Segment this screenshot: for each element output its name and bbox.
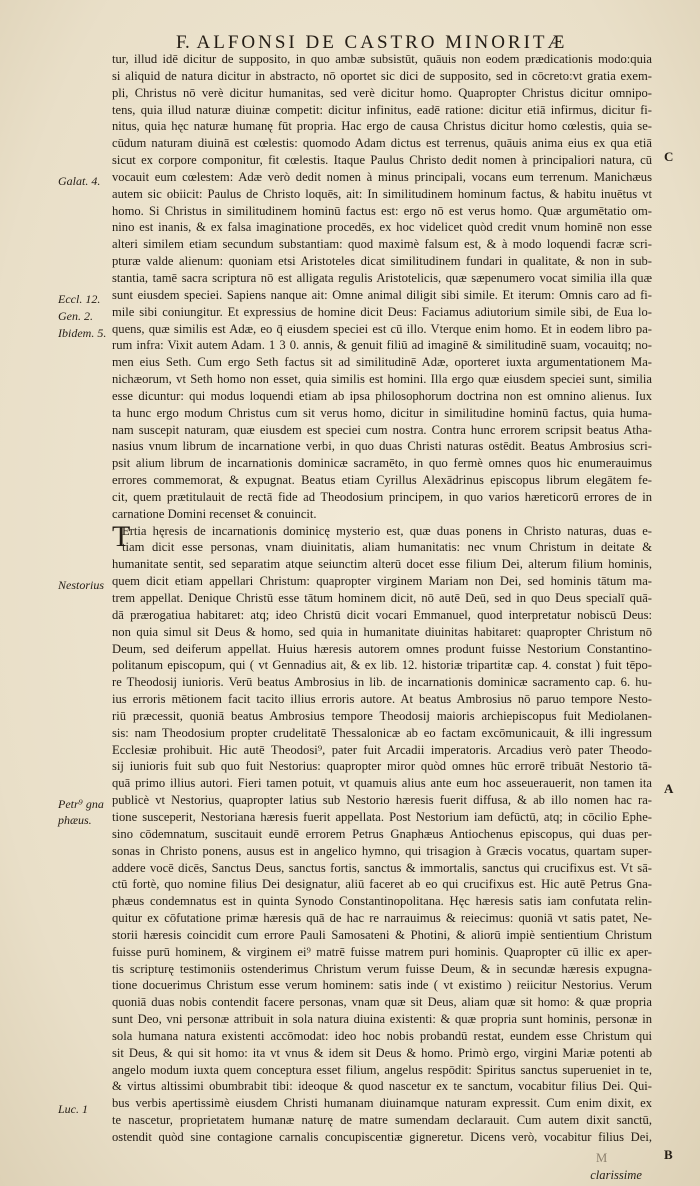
- text-line: carnatione Domini recenset & conuincit.: [112, 506, 317, 521]
- text-line: sola humana natura existenti accōmodat: ideo hoc nobis probandū restat, eundem esse Christum qui: [112, 1028, 652, 1043]
- text-line: bus verbis apertissimè eiusdem Christi humanam diuinamque naturam expressit. Cum enim dixit, ex: [112, 1096, 652, 1111]
- signature-mark: M: [596, 1151, 608, 1165]
- text-line: ctū fortè, quo nomine filius Dei designatur, aliū faceret ab eo qui crucifixus est. Hic autē Petrus Gna-: [112, 877, 652, 892]
- text-line: vocauit eum cœlestem: Adæ verò dedit nomen à minus principali, vocans eum terrenum. Manichæus: [112, 169, 652, 184]
- text-line: nino est inanis, & ex falsa imaginatione procedēs, ex hoc videlicet quòd credit vnum hominē non esse: [112, 220, 652, 235]
- text-line: nasius vnum librum de incarnatione verbi, in quo duas Christi naturas ostēdit. Beatus Ambrosius scri-: [112, 439, 652, 454]
- text-line: rum infra: Vixit autem Adam. 1 3 0. annis, & genuit filiū ad imaginē & similitudinē suam, vocauitq; no-: [112, 338, 652, 353]
- margin-note-petrus-1: Petr⁹ gna: [58, 797, 104, 811]
- text-line: angelo modum iuxta quem conceptura esset filium, angelus respōdit: Spiritus sanctus superueniet in te,: [112, 1062, 652, 1077]
- drop-capital: T: [112, 519, 131, 553]
- margin-note-ibidem: Ibidem. 5.: [58, 326, 107, 340]
- text-line: psit alium librum de incarnationis dominicæ sacramēto, in quo fermè omnes quos hic enumerauimus: [112, 456, 652, 471]
- margin-note-gen: Gen. 2.: [58, 309, 93, 323]
- text-line: humanitate sentit, sed separatim atque seiunctim alterū docet esse filium Dei, alterum filium hominis,: [112, 557, 652, 572]
- text-line: sunt eiusdem speciei. Sapiens nanque ait: Omne animal diligit sibi simile. Et iterum: Omnis caro ad fi-: [112, 287, 652, 302]
- margin-note-galat: Galat. 4.: [58, 174, 101, 188]
- text-line: dā prærogatiua habitaret: atq; ideo Christū dicit vocari Emmanuel, quod interpretatur nobiscū Deus:: [112, 607, 652, 622]
- text-line: ostendit quòd sine contagione carnalis concupiscentiæ gigneretur. Dicens verò, vocabitur filius Dei,: [112, 1130, 652, 1144]
- text-line: si aliquid de natura dicitur in abstracto, nō oportet sic dici de supposito, sed in cōcreto:vt gratia exem-: [112, 68, 652, 83]
- text-line: quens, quæ similis est Adæ, eo q̄ eiusdem speciei est cū illo. Vterque enim homo. Et in eodem libro pa-: [112, 321, 652, 336]
- running-title: ALFONSI DE CASTRO MINORITÆ: [196, 32, 568, 53]
- text-line: sit Deus, & qui sit homo: ita vt vnus & idem sit Deus & homo. Primò ergo, virgini Mariæ potenti ab: [112, 1045, 652, 1060]
- text-line: homo. Si Christus in similitudinem hominū factus est: ergo nō est verus homo. Quæ argumētatio om-: [112, 203, 652, 218]
- text-line: tione susceperit, Nestoriana hæresis fuerit appellata. Post Nestorium iam defūctū, atq; in cōcilio Ephe-: [112, 809, 652, 824]
- text-line: autem sic obiicit: Paulus de Christo loquēs, ait: In similitudinem hominum factus, & habitu inuētus vt: [112, 186, 652, 201]
- text-line: sonas in Christo ponens, ausus est in angelico hymno, qui trisagion à Græcis vocatus, quartam super-: [112, 843, 652, 858]
- margin-note-nestorius: Nestorius: [58, 578, 105, 592]
- page-number: F.: [176, 32, 190, 53]
- text-line: quitur ex cōfutatione primæ hæresis quā de hac re narrauimus & reiecimus: quoniā vt satis patet, Ne-: [112, 911, 652, 926]
- text-line: sino cōdemnatum, suscitauit eundē errorem Petrus Gnaphæus Antiochenus episcopus, qui duas per-: [112, 826, 652, 841]
- text-line: pturæ valde alienum: quoniam etsi Aristoteles dicat similitudinem fundari in qualitate, & non in sub-: [112, 254, 652, 269]
- margin-letter-c: C: [664, 149, 674, 164]
- text-line: sij iunioris fuit sub quo fuit Nestorius: quapropter miror quòd omnes hūc errorē tribuāt Nestorio tā-: [112, 759, 652, 774]
- text-line: cūdum naturam diuinā est cœlestis: quomodo Adam dictus est terrenus, quāuis anima eius ex qua etiā: [112, 136, 652, 151]
- margin-note-eccl: Eccl. 12.: [58, 292, 101, 306]
- text-line: nichæorum, vt Seth homo non esset, quia similis est homini. Illa ergo quæ eiusdem speciei sunt, similia: [112, 372, 652, 387]
- text-line: pli, Christus nō verè dicitur humanitas, sed verè dicitur homo. Quapropter Christus dicitur omnipo-: [112, 85, 652, 100]
- text-line: phæus condemnatus est in quinta Synodo Constantinopolitana. Hęc hæresis satis iam confutata relin-: [112, 894, 652, 909]
- text-line: mile sibi coniungitur. Et expressius de homine dicit Deus: Faciamus adiutorium simile sibi, de Eua lo-: [112, 304, 652, 319]
- text-line: re Theodosij iunioris. Verū beatus Ambrosius in lib. de incarnationis dominicæ sacramento cap. 6. hu-: [112, 675, 652, 690]
- text-line: addere vocē dicēs, Sanctus Deus, sanctus fortis, sanctus & immortalis, sanctus qui crucifixus est. Vt sā-: [112, 860, 652, 875]
- catchword: clarissime: [590, 1168, 642, 1182]
- text-line: te nascetur, proprietatem humanæ naturę de matre sumendam declarauit. Cum autem dixit sanctū,: [112, 1113, 652, 1128]
- text-line: quem dicit etiam appellari Christum: quapropter virginem Mariam non Dei, sed hominis tātum ma-: [112, 574, 652, 589]
- text-line: Deum, sed deiferum appellat. Huius hæresis autorem omnes produnt fuisse Nestorium Constantino-: [112, 641, 652, 656]
- text-line: tis scripturę testimoniis ostenderimus Christum verum fuisse Deum, & in secundæ hæresis expugna-: [112, 961, 652, 976]
- text-line: errores commemorat, & expugnat. Beatus etiam Cyrillus Alexādrinus episcopus librum elegātem fe-: [112, 473, 652, 488]
- text-line: cit, quem prætitulauit de rectā fide ad Theodosium principem, in quo varios hæreticorū errores de in: [112, 489, 652, 504]
- text-line: riū præcessit, quoniā beatus Ambrosius tempore Theodosij maioris archiepiscopus fuit Mediolanen-: [112, 708, 652, 723]
- margin-letter-b: B: [664, 1147, 673, 1162]
- text-line: tens, quia illud naturæ diuinæ competit: dicitur infinitus, eadē ratione: dicitur etiā infirmus, dicitur fi-: [112, 102, 652, 117]
- text-line: Ecclesiæ prohibuit. Hic autē Theodosi⁹, pater fuit Arcadii imperatoris. Arcadius verò pater Theodo-: [112, 742, 652, 757]
- text-line: nitus, quia hęc naturæ humanę fūt propria. Hac ergo de causa Christus dicitur homo cœlestis, quia se-: [112, 119, 652, 134]
- text-line: trem appellat. Denique Christū esse tātum hominem dicit, nō autē Deū, sed in quo Deus specialī quā-: [112, 591, 652, 605]
- text-line: quā primo illius autori. Fieri tamen potuit, vt quamuis alius ante eum hoc asseuerauerit, non tamen ita: [112, 776, 652, 791]
- text-line: publicè vt Nestorius, quapropter latius sub Nestorio hæresis fuerit diffusa, & ab illo nomen hac ra-: [112, 793, 652, 808]
- text-line: storii hæresis coincidit cum errore Pauli Samosateni & Photini, & aliorū impiè sentientium Christum: [112, 927, 652, 942]
- text-line: stantia, tamē sacra scriptura nō est alligata regulis Aristotelicis, quæ sæpenumero vocat similia illa quæ: [112, 270, 652, 285]
- body-text: [112, 51, 652, 1146]
- margin-letter-a: A: [664, 781, 674, 796]
- text-line: alteri similem etiam secundum substantiam: quod maximè falsum est, & à modo loquendi facræ scri-: [112, 237, 652, 252]
- text-line: politanum episcopum, qui ( vt Gennadius ait, & ex lib. 12. historiæ tripartitæ cap. 4. constat ) fuit tēpo-: [112, 658, 652, 673]
- text-line: tur, illud idē dicitur de supposito, in quo ambæ subsistūt, quāuis non eodem prædicationis modo:quia: [112, 52, 652, 66]
- text-line: tione docuerimus Christum esse verum hominem: satis inde ( vt existimo ) reiicitur Nestorius. Verum: [112, 978, 652, 993]
- text-line: ta hunc ergo modum Christus cum sit verus homo, dicitur in similitudine hominū factus, quia huma-: [112, 405, 652, 420]
- text-line: esse dicuntur: qui modus loquendi etiam ab ipsa philosophorum doctrina non est omnino alienus. Iux: [112, 388, 652, 403]
- text-line: & virtus altissimi obumbrabit tibi: ideoque & quod nascetur ex te sanctum, vocabitur filius Dei. Qui-: [112, 1079, 652, 1094]
- text-line: non quia simul sit Deus & homo, sed quia in humanitate diuinitas habitaret: quapropter Christum nō: [112, 624, 652, 639]
- text-line: Ertia hęresis de incarnationis dominicę mysterio est, quæ duas ponens in Christo naturas, duas e-: [122, 523, 652, 538]
- text-line: tiam dicit esse personas, vnam diuinitatis, aliam humanitatis: nec vnum Christum in deitate &: [122, 540, 652, 555]
- text-line: fuisse purū hominem, & virginem ei⁹ matrē fuisse matrem puri hominis. Quapropter cū illic ex aper-: [112, 944, 652, 959]
- text-line: quoniā duas nobis contendit facere personas, vnam quæ sit Deus, aliam quæ sit homo: & quæ propria: [112, 995, 652, 1010]
- text-line: sicut ex corpore componitur, fit cœlestis. Itaque Paulus Christo dedit nomen à principaliori natura, cū: [112, 153, 652, 168]
- text-line: sunt Deo, vni personæ attribuit in sola natura diuina existenti: & quæ propria sunt hominis, personæ in: [112, 1012, 652, 1027]
- text-line: ius erroris mētionem facit tacito illius erroris autore. At beatus Ambrosius nō paruo tempore Nesto-: [112, 692, 652, 707]
- text-line: men eius Seth. Cum ergo Seth factus sit ad similitudinē Adæ, oporteret iuxta argumentationem Ma-: [112, 355, 652, 370]
- text-line: sis: nam Theodosium propter crudelitatē Thessalonicæ ab eo factam excōmunicauit, & illi ingressum: [112, 725, 652, 740]
- margin-note-petrus-2: phæus.: [58, 813, 92, 827]
- text-line: nam suscepit naturam, quæ eiusdem est speciei cum nostra. Contra hunc errorem scripsit beatus Atha-: [112, 422, 652, 437]
- margin-note-luc: Luc. 1: [58, 1102, 88, 1116]
